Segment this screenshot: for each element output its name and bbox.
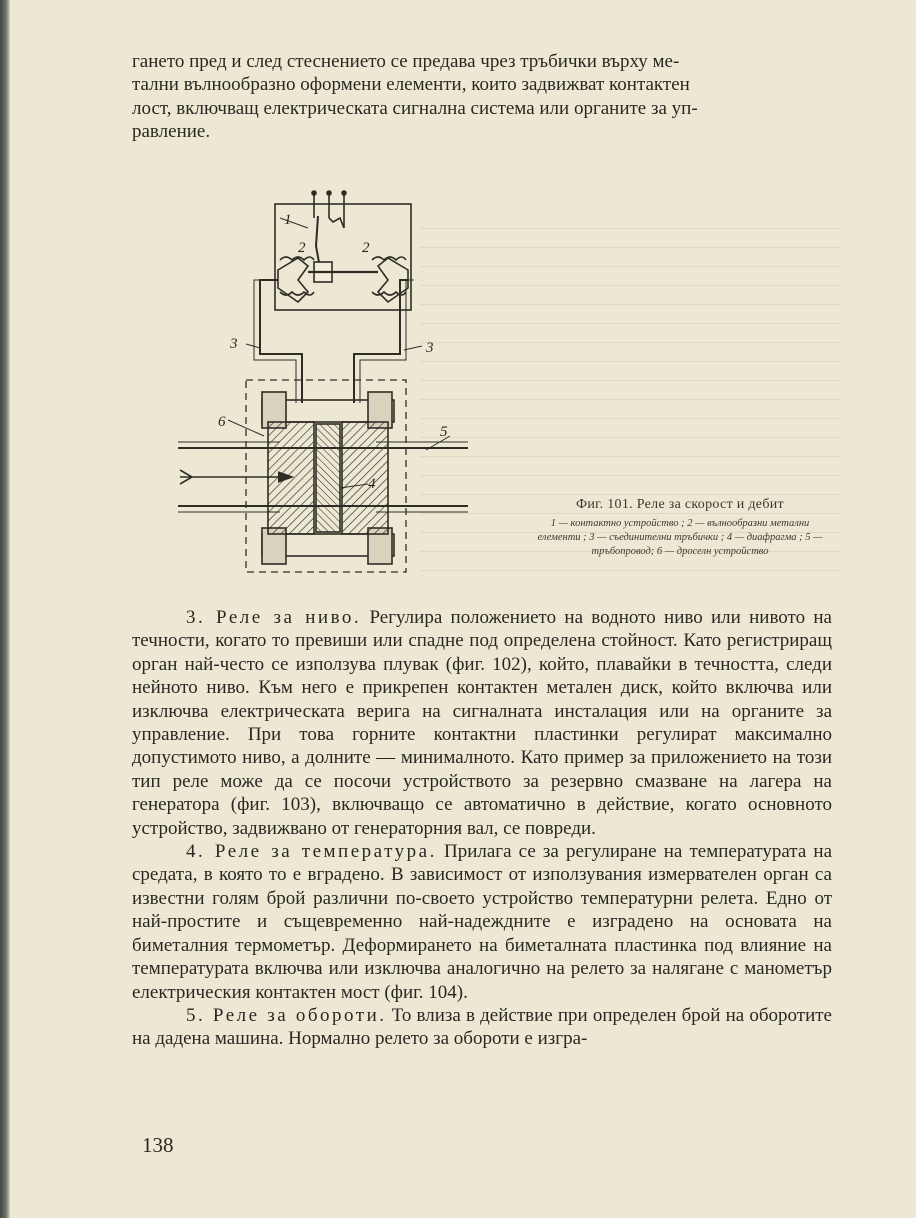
- caption-legend: 1 — контактно устройство ; 2 — вълнообразни метални елементи ; 3 — съединителни тръбички ; 4 — диафрагма ; 5 — тръбопровод; 6 — дроселн устройство: [537, 518, 823, 557]
- heading-speed-relay: 5. Реле за обороти.: [186, 1004, 387, 1026]
- intro-line-3: лост, включващ електрическата сигнална система или органите за уп-: [132, 97, 698, 119]
- label-1: 1: [284, 212, 292, 228]
- intro-line-2: тални вълнообразно оформени елементи, които задвижват контактен: [132, 74, 690, 96]
- text-speed-relay: То влиза в действие при определен брой на оборотите на дадена машина. Нормално релето за обороти е изгра-: [132, 1004, 832, 1050]
- label-6: 6: [218, 414, 226, 430]
- figure-caption: [530, 497, 830, 559]
- label-5: 5: [440, 424, 448, 440]
- heading-level-relay: 3. Реле за ниво.: [186, 607, 362, 628]
- label-2-left: 2: [298, 240, 306, 256]
- intro-line-1: гането пред и след стеснението се предава чрез тръбички върху ме-: [132, 51, 680, 72]
- binding-edge: [0, 0, 10, 1218]
- label-3-left: 3: [230, 336, 238, 352]
- caption-title: Фиг. 101. Реле за скорост и дебит: [576, 497, 784, 512]
- text-level-relay: Регулира положението на водното ниво или нивото на течности, когато то превиши или спадне под определена стойност. Като регистриращ орган най-често се използува плувак (фиг. 102), който, плавайки в течността, следи нейното ниво. Към него е прикрепен контактен метален диск, който включва или изключва електрическата верига на сигналната инсталация или на органите за управление. При това горните контактни пластинки регулират максимално допустимото ниво, а долните — минималното. Като пример за приложението на този тип реле може да се посочи устройството за резервно смазване на лагера на генератора (фиг. 103), включващо се автоматично в действие, когато основното устройство, задвижвано от генераторния вал, се повреди.: [132, 607, 832, 839]
- intro-line-4: равление.: [132, 121, 211, 143]
- figure-101-diagram: [168, 188, 468, 584]
- intro-paragraph: [132, 50, 832, 144]
- body-text: [132, 606, 832, 1051]
- label-3-right: 3: [426, 340, 434, 356]
- page-number: 138: [142, 1133, 174, 1157]
- text-temperature-relay: Прилага се за регулиране на температурата на средата, в която то е вградено. В зависимост от използувания измервателен орган са известни голям брой различни по-своето устройство температурни релета. Едно от най-простите и същевременно най-надеждните е изградено на основата на биметалния термометър. Деформирането на биметалната пластинка под влияние на температурата включва или изключва аналогично на релето за налягане с манометър електрическия контактен мост (фиг. 104).: [132, 841, 833, 1003]
- paragraph-speed-relay: [132, 1004, 832, 1051]
- label-4: 4: [368, 476, 376, 492]
- heading-temperature-relay: 4. Реле за температура.: [186, 841, 437, 863]
- paragraph-temperature-relay: [132, 840, 832, 1004]
- paragraph-level-relay: [132, 606, 832, 840]
- label-2-right: 2: [362, 240, 370, 256]
